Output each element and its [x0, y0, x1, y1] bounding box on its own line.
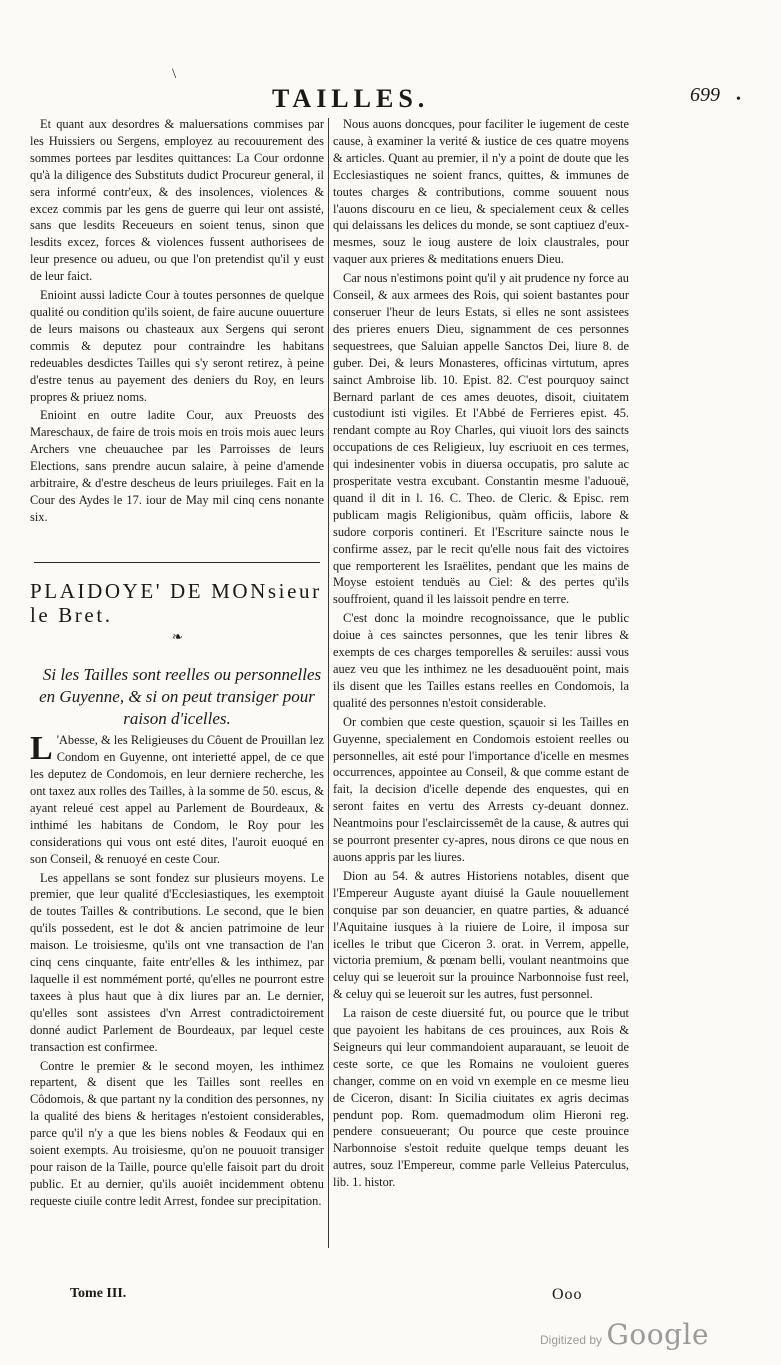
pleading-title: PLAIDOYE' DE MONsieur le Bret. [30, 578, 322, 627]
left-paragraph: Enioint aussi ladicte Cour à toutes personnes de quelque qualité ou condition qu'ils soient, de faire aucune ouuerture de leurs maisons ou chasteaux aux Sergens qui seront commis & deputez pour contraindre les habitans redeuables desdictes Tailles qui s'y seront retirez, à peine d'estre tenus au payement des deniers du Roy, en leurs propres & priuez noms. [30, 288, 324, 404]
tome-label: Tome III. [70, 1286, 127, 1301]
digitized-by-label: Digitized by [540, 1333, 603, 1347]
running-title: TAILLES. [272, 84, 430, 113]
fleuron-icon: ❧ [172, 629, 184, 645]
left-paragraph: Les appellans se sont fondez sur plusieurs moyens. Le premier, que leur qualité d'Ecclesiastiques, les exemptoit de toutes Tailles & contributions. Le second, que le bien qu'ils possedent, est le dot & ancien patrimoine de leur maison. Le troisiesme, qu'ils ont vne transaction de l'an cinq cens cinquante, faite entr'elles & les inthimez, par laquelle il est nommément porté, qu'elles ne pourront estre taxees à plus haut que à dix liures par an. Le dernier, qu'elles sont assistees d'vn Arrest contradictoirement donné audict Parlement de Bourdeaux, par lequel ceste transaction est confirmee. [30, 870, 324, 1054]
right-paragraph: Nous auons doncques, pour faciliter le iugement de ceste cause, à examiner la verité & iustice de ces quatre moyens & articles. Quant au premier, il n'y a point de doute que les Ecclesiastiques ne soient francs, quittes, & immunes de toutes charges & contributions, comme souuent nous l'auons discouru en ce lieu, & specialement ceux & celles qui delaissans les delices du monde, se sont captiuez d'eux-mesmes, souz le ioug austere de loix claustrales, pour vaquer aux prieres & meditations enuers Dieu. [333, 117, 629, 267]
left-paragraph: Et quant aux desordres & maluersations commises par les Huissiers ou Sergens, employez au recouurement des sommes portees par lesdites quittances: La Cour ordonne qu'à la diligence des Substituts dudict Procureur general, il sera informé contr'eux, & des insolences, violences & excez commis par les gens de guerre qui leur ont assisté, sans que lesdits Receueurs en soient tenus, sinon que lesdits excez, forces & violences fussent authorisees de leur presence ou adueu, ou que l'on pretendist qu'il y eust de leur faict. [30, 117, 324, 284]
right-column [333, 116, 629, 1193]
digitized-watermark [540, 1318, 709, 1351]
pleading-question: Si les Tailles sont reelles ou personnelles en Guyenne, & si on peut transiger pour raison d'icelles. [39, 665, 322, 729]
stray-mark: \ [172, 66, 177, 82]
ornament-line [30, 629, 324, 647]
drop-cap: L [30, 730, 53, 768]
google-logo: Google [606, 1318, 710, 1351]
right-paragraph: La raison de ceste diuersité fut, ou pource que le tribut que payoient les habitans de ces prouinces, aux Rois & Seigneurs qui leur commandoient auparauant, se leuoit de ceste sorte, ce que les Romains ne vouloient gueres changer, comme on en void vn exemple en ce mesme lieu de Ciceron, disant: In Sicilia ciuitates ex agris decimas pendunt pop. Rom. quemadmodum olim Hieroni reg. pendere consueuerant; Ou pource que ceste prouince Narbonnoise s'estoit reduite quelque temps deuant les autres, souz l'Empereur, comme parle Velleius Paterculus, lib. 1. histor. [333, 1006, 629, 1190]
column-divider [328, 118, 329, 1248]
right-paragraph: Or combien que ceste question, sçauoir si les Tailles en Guyenne, specialement en Condomois estoient reelles ou personnelles, ait esté pour l'importance d'icelle en mesmes occurrences, appointee au Conseil, & que comme estant de fait, la decision d'icelle depende des enquestes, qui en seront faites en vertu des Arrests cy-deuant donnez. Neantmoins pour l'esclaircissemêt de la cause, & autres qui se pourront presenter cy-apres, nous dirons ce que nous en auons appris par les liures. [333, 714, 629, 864]
left-column [30, 116, 324, 1212]
section-rule [34, 562, 320, 563]
opening-text: 'Abesse, & les Religieuses du Côuent de Prouillan lez Condom en Guyenne, ont interietté appel, de ce que les deputez de Condomois, en leur derniere recherche, les ont taxez aux rolles des Tailles, à la somme de 50. escus, & ayant releué cest appel au Parlement de Bourdeaux, & inthimé les habitans de Condom, le Roy pour les considerations qui vous ont esté dites, l'auroit euoqué en son Conseil, & renuoyé en ceste Cour. [30, 733, 324, 866]
right-paragraph: Car nous n'estimons point qu'il y ait prudence ny force au Conseil, & aux armees des Rois, qui soient bastantes pour conseruer l'heur de leurs Estats, si elles ne sont assistees des prieres enuers Dieu, signamment de ces personnes sequestrees, que Saluian appelle Sanctos Dei, liure 8. de guber. Dei, & leurs Monasteres, officinas virtutum, apres sainct Ambroise lib. 10. Epist. 82. C'est pourquoy sainct Bernard parlant de ces ames deuotes, disoit, ciuitatem custodiunt isti vigiles. Et l'Abbé de Ferrieres epist. 45. rendant compte au Roy Charles, qui viuoit lors des saincts occupations de ces Religieux, luy escriuoit en ces termes, qui indesinenter vobis in diuersa occupatis, pro salute ac prosperitate vestra excubant. Constantin mesme l'aduouë, quand il dit in l. 16. C. Theo. de Cleric. & Episc. rem publicam magis Religionibus, quàm officiis, labore & sudore corporis contineri. Et l'Escriture saincte nous le confirme assez, par le recit qu'elle nous fait des victoires que remporterent les Israëlites, pendant que les mains de Moyse estoient tenduës au Ciel: & des pertes qu'ils souffroient, quand il les laissoit pendre en terre. [333, 271, 629, 607]
page-number: 699 [690, 84, 720, 106]
corner-mark: • [736, 92, 741, 107]
right-paragraph: Dion au 54. & autres Historiens notables, disent que l'Empereur Auguste ayant diuisé la Gaule nouuellement conquise par son deuancier, en quatre parties, & aduancé l'Aquitaine iusques à la riuiere de Loire, il imposa sur icelles le tribut que Ciceron 3. orat. in Verrem, appelle, victoria premium, & pœnam belli, voulant neantmoins que celuy qui se leueroit sur la prouince Narbonnoise fust reel, & celuy qui se leueroit sur les autres, fust personnel. [333, 868, 629, 1002]
opening-paragraph [30, 732, 324, 867]
left-paragraph: Contre le premier & le second moyen, les inthimez repartent, & disent que les Tailles sont reelles en Côdomois, & que partant ny la condition des personnes, ny la qualité des biens & heritages n'estoient considerables, parce qu'il n'y a que les biens nobles & Feodaux qui en soient exempts. Au troisiesme, qu'on ne pouuoit transiger pour raison de la Taille, pource qu'elle faisoit part du droit public. Et au dernier, qu'ils auoiêt incidemment obtenu requeste ciuile contre ledit Arrest, fondee sur precipitation. [30, 1058, 324, 1208]
left-paragraph: Enioint en outre ladite Cour, aux Preuosts des Mareschaux, de faire de trois mois en trois mois auec leurs Archers vne cheuauchee par les Parroisses de leurs Elections, sans prendre aucun salaire, à peine d'amende arbitraire, & d'estre descheus de leurs priuileges. Fait en la Cour des Aydes le 17. iour de May mil cinq cens nonante six. [30, 408, 324, 524]
signature-mark: Ooo [552, 1286, 583, 1303]
right-paragraph: C'est donc la moindre recognoissance, que le public doiue à ces sainctes personnes, que les tenir libres & exempts de ces charges temporelles & seruiles: aussi vous auez veu que les inthimez ne les desaduouënt point, mais ils disent que les Tailles estans reelles en Condomois, la qualité des personnes n'estoit considerable. [333, 611, 629, 710]
